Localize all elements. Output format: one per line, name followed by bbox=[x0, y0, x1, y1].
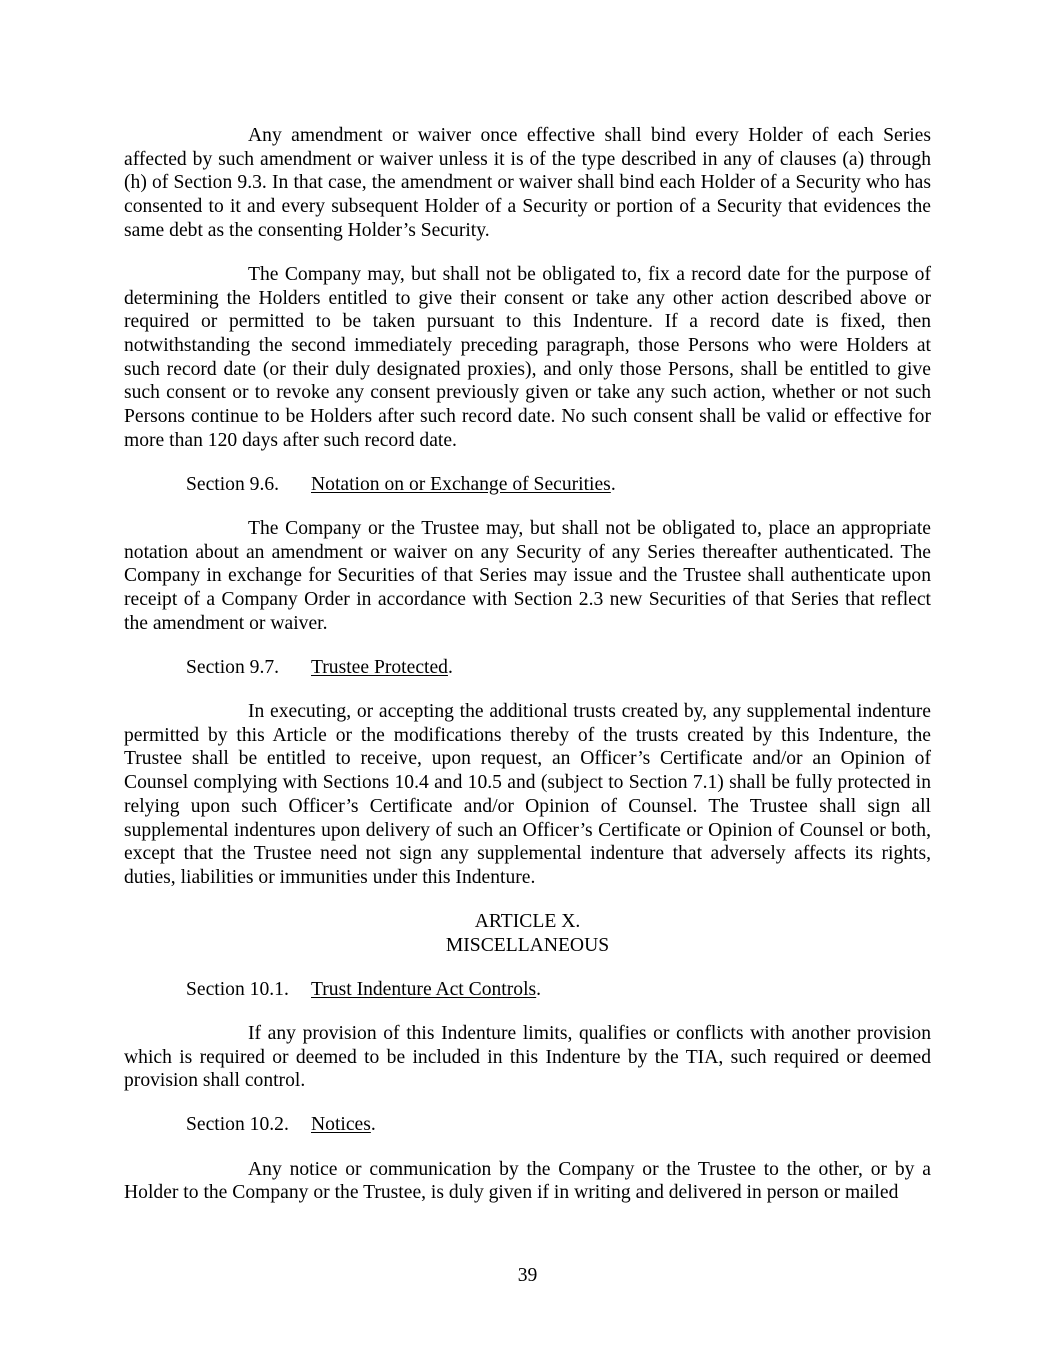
section-number: Section 10.1. bbox=[186, 978, 289, 1000]
article-heading bbox=[124, 910, 931, 957]
paragraph-notation: The Company or the Trustee may, but shall not be obligated to, place an appropriate notation about an amendment or waiver on any Security of any Series thereafter authenticated. The Company in exchange for Securities of that Series may issue and the Trustee shall authenticate upon receipt of a Company Order in accordance with Section 2.3 new Securities of that Series that reflect the amendment or waiver. bbox=[124, 518, 931, 634]
section-title: Trustee Protected bbox=[311, 656, 448, 678]
document-page bbox=[124, 124, 931, 1225]
section-heading-10-1 bbox=[186, 978, 931, 1002]
section-heading-9-7 bbox=[186, 656, 931, 680]
page-number: 39 bbox=[517, 1265, 538, 1286]
article-number: ARTICLE X. bbox=[474, 911, 581, 933]
paragraph-amendment-binding: Any amendment or waiver once effective shall bind every Holder of each Series affected by such amendment or waiver unless it is of the type described in any of clauses (a) through (h) of Section 9.3. In that case, the amendment or waiver shall bind each Holder of a Security who has consented to it and every subsequent Holder of a Security or portion of a Security that evidences the same debt as the consenting Holder’s Security. bbox=[124, 125, 931, 241]
section-title: Notices bbox=[311, 1114, 371, 1136]
section-period: . bbox=[370, 1114, 376, 1136]
section-heading-9-6 bbox=[186, 473, 931, 497]
section-number: Section 9.6. bbox=[186, 473, 280, 495]
paragraph-trustee-protected: In executing, or accepting the additional trusts created by, any supplemental indenture permitted by this Article or the modifications thereby of the trusts created by this Indenture, the Trustee shall be entitled to receive, upon request, an Officer’s Certificate and/or an Opinion of Counsel complying with Sections 10.4 and 10.5 and (subject to Section 7.1) shall be fully protected in relying upon such Officer’s Certificate and/or Opinion of Counsel. The Trustee shall sign all supplemental indentures upon delivery of such an Officer’s Certificate or Opinion of Counsel or both, except that the Trustee need not sign any supplemental indenture that adversely affects its rights, duties, liabilities or immunities under this Indenture. bbox=[124, 701, 931, 888]
section-number: Section 10.2. bbox=[186, 1114, 289, 1136]
section-number: Section 9.7. bbox=[186, 656, 280, 678]
section-title: Trust Indenture Act Controls bbox=[311, 978, 537, 1000]
section-period: . bbox=[536, 978, 542, 1000]
section-period: . bbox=[610, 473, 616, 495]
paragraph-record-date: The Company may, but shall not be obligated to, fix a record date for the purpose of determining the Holders entitled to give their consent or take any other action described above or required or permitted to be taken pursuant to this Indenture. If a record date is fixed, then notwithstanding the second immediately preceding paragraph, those Persons who were Holders at such record date (or their duly designated proxies), and only those Persons, shall be entitled to give such consent or to revoke any consent previously given or take any such action, whether or not such Persons continue to be Holders after such record date. No such consent shall be valid or effective for more than 120 days after such record date. bbox=[124, 263, 931, 451]
section-heading-10-2 bbox=[186, 1113, 931, 1137]
paragraph-notices: Any notice or communication by the Company or the Trustee to the other, or by a Holder to the Company or the Trustee, is duly given if in writing and delivered in person or mailed bbox=[124, 1158, 931, 1204]
section-period: . bbox=[447, 656, 453, 678]
paragraph-tia-controls: If any provision of this Indenture limits, qualifies or conflicts with another provision which is required or deemed to be included in this Indenture by the TIA, such required or deemed provision shall control. bbox=[124, 1022, 931, 1092]
article-title: MISCELLANEOUS bbox=[445, 934, 610, 956]
section-title: Notation on or Exchange of Securities bbox=[311, 473, 611, 495]
